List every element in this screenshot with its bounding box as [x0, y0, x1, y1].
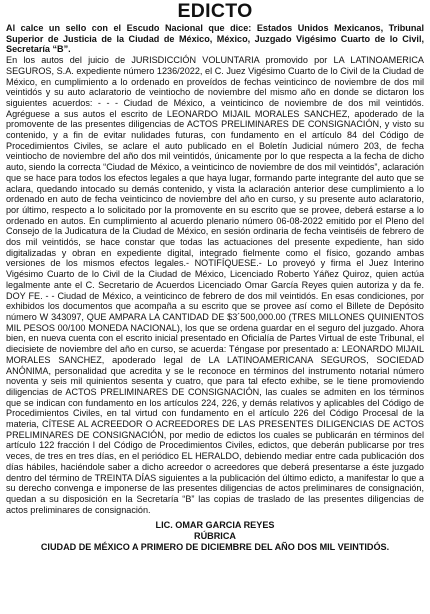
rubrica-label: RÚBRICA [194, 531, 236, 542]
edict-body-text: En los autos del juicio de JURISDICCIÓN VOLUNTARIA promovido por LA LATINOAMERICA SEGUROS, S.A. expediente número 1236/2022, el C. Juez Vigésimo Cuarto de lo Civil de la Ciudad de México, en cumplimiento a lo ordenado en proveídos de fechas veinticinco de noviembre de dos mil veintidós y su auto aclaratorio de veintiocho de noviembre del mismo año en donde se dictaron los siguientes acuerdos: - - - Ciudad de México, a veinticinco de noviembre de dos mil veintidós. Agréguese a sus autos el escrito de LEONARDO MIJAIL MORALES SANCHEZ, apoderado de la promovente de las presentes diligencias de ACTOS PRELIMINARES DE CONSIGNACIÓN, y visto su contenido, y a fin de evitar nulidades futuras, con fundamento en el artículo 84 del Código de Procedimientos Civiles, se aclare el auto publicado en el Boletín Judicial número 203, de fecha veintiocho de noviembre del año dos mil veintidós, únicamente por lo que respecta a la fecha de dicho auto, siendo la correcta “Ciudad de México, a veinticinco de noviembre de dos mil veintidós”, aclaración que se hace para todos los efectos legales a que haya lugar, formando parte integrante del auto que se aclara, quedando intocado su demás contenido, y vista la aclaración anterior dese cumplimiento a lo ordenado en auto de fecha veinticinco de noviembre del año en curso, y su presente auto aclaratorio, por último, respecto a lo solicitado por la promovente en su escrito que se provee, deberá estarse a lo ordenado en autos. En cumplimiento al acuerdo plenario número 06-08-2022 emitido por el Pleno del Consejo de la Judicatura de la Ciudad de México, en sesión ordinaria de fecha veintiséis de febrero de dos mil veintidós, se hace constar que todas las actuaciones del presente expediente, han sido digitalizadas y obran en expediente digital, integrado fielmente como el físico, gozando ambas versiones de los mismos efectos legales.- NOTIFÍQUESE.- Lo proveyó y firma el Juez Interino Vigésimo Cuarto de lo Civil de la Ciudad de México, Licenciado Roberto Yáñez Quiroz, quien actúa legalmente ante el C. Secretario de Acuerdos Licenciado Omar García Reyes quien autoriza y da fe. DOY FE. - - Ciudad de México, a veinticinco de febrero de dos mil veintidós. En esas condiciones, por exhibidos los documentos que acompaña a su escrito que se provee así como el Billete de Depósito número W 343097, QUE AMPARA LA CANTIDAD DE $3´500,000.00 (TRES MILLONES QUINIENTOS MIL PESOS 00/100 MONEDA NACIONAL), los que se ordena guardar en el seguro del juzgado. Ahora bien, en nueva cuenta con el escrito inicial presentado en Oficialía de Partes Virtual de este Tribunal, el diecisiete de noviembre del año en curso, se acuerda: Téngase por presentado a: LEONARDO MIJAIL MORALES SANCHEZ, apoderado legal de LA LATINOAMERICANA SEGUROS, SOCIEDAD ANÓNIMA, personalidad que acredita y se le reconoce en términos del instrumento notarial número noventa y seis mil quinientos sesenta y cuatro, que para tal efecto exhibe, se le tiene promoviendo diligencias de ACTOS PRELIMINARES DE CONSIGNACIÓN, las cuales se admiten en los términos que se indican con fundamento en los artículos 224, 226, y demás relativos y aplicables del Código de Procedimientos Civiles, en tal virtud con fundamento en el artículo 226 del Código Procesal de la materia, CÍTESE AL ACREEDOR O ACREEDORES DE LAS PRESENTES DILIGENCIAS DE ACTOS PRELIMINARES DE CONSIGNACIÓN, por medio de edictos los cuales se publicarán en términos del artículo 122 fracción I del Código de Procedimientos Civiles, edictos, que deberán publicarse por tres veces, de tres en tres días, en el periódico EL HERALDO, debiendo mediar entre cada publicación dos días hábiles, haciéndole saber a dicho acreedor o acreedores que deberá presentarse a éste juzgado dentro del término de TREINTA DÍAS siguientes a la publicación del último edicto, a manifestar lo que a su derecho convenga e imponerse de las presentes diligencias de actos preliminares de consignación, quedan a su disposición en la Secretaría “B” las copias de traslado de las presentes diligencias de actos preliminares de consignación. [6, 55, 424, 515]
edict-title: EDICTO [177, 0, 253, 22]
place-and-date: CIUDAD DE MÉXICO A PRIMERO DE DICIEMBRE DEL AÑO DOS MIL VEINTIDÓS. [40, 541, 390, 552]
seal-description: Al calce un sello con el Escudo Nacional que dice: Estados Unidos Mexicanos, Tribunal Superior de Justicia de la Ciudad de México, México, Juzgado Vigésimo Cuarto de lo Civil, Secretaría “B”. [6, 23, 424, 55]
signature-block [6, 520, 424, 552]
signatory-name: LIC. OMAR GARCIA REYES [155, 520, 275, 531]
